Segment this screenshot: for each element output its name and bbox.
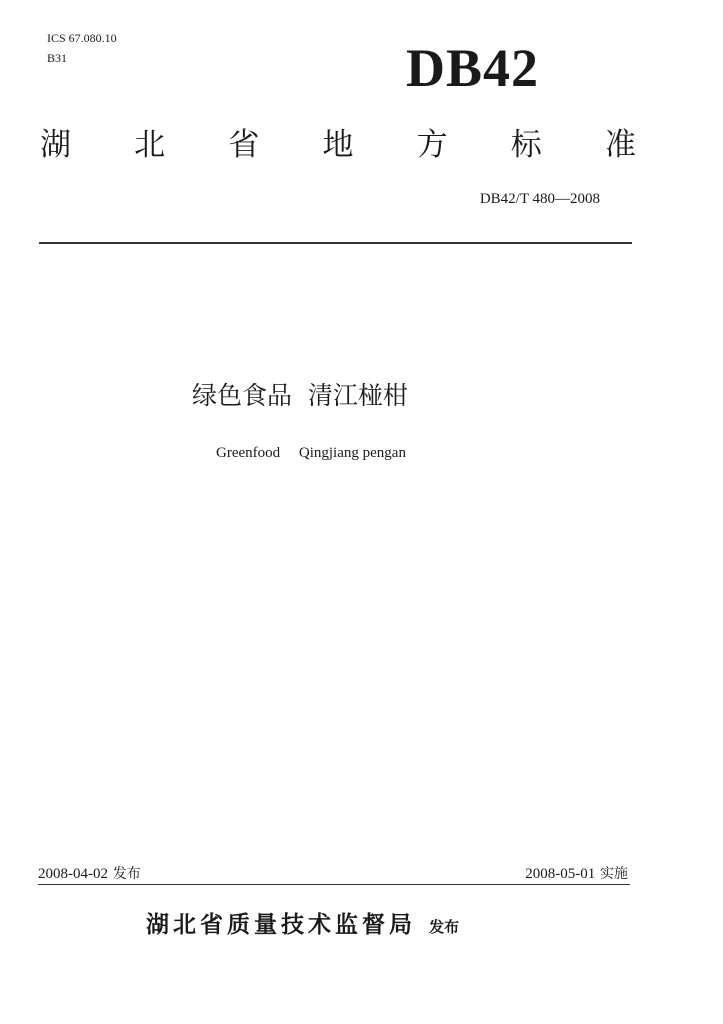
issue-date-value: 2008-04-02 bbox=[38, 866, 108, 882]
issuer-name: 湖北省质量技术监督局 bbox=[146, 912, 416, 938]
document-title-chinese: 绿色食品 清江椪柑 bbox=[192, 381, 408, 410]
standard-type-char: 地 bbox=[322, 127, 354, 163]
ccs-code: B31 bbox=[47, 51, 68, 65]
header-divider bbox=[39, 242, 632, 244]
standard-type-char: 方 bbox=[416, 127, 448, 163]
standard-type-char: 标 bbox=[510, 127, 542, 163]
document-title-english: Greenfood Qingjiang pengan bbox=[216, 445, 406, 461]
standard-type-char: 省 bbox=[228, 127, 260, 163]
standard-number: DB42/T 480—2008 bbox=[479, 191, 600, 207]
effective-date bbox=[525, 863, 628, 884]
standard-type-char: 湖 bbox=[40, 127, 71, 163]
footer-divider bbox=[38, 884, 630, 885]
issuer-line bbox=[146, 910, 459, 942]
standard-type-char: 北 bbox=[134, 127, 166, 163]
standard-type-heading bbox=[40, 126, 636, 164]
issue-date bbox=[38, 863, 141, 884]
standard-code-logo: DB42 bbox=[406, 38, 540, 98]
standard-type-char: 准 bbox=[604, 127, 636, 163]
effective-date-label: 实施 bbox=[600, 866, 628, 882]
ics-code: ICS 67.080.10 bbox=[47, 31, 117, 45]
issue-date-label: 发布 bbox=[112, 866, 141, 882]
effective-date-value: 2008-05-01 bbox=[525, 866, 596, 882]
issuer-suffix: 发布 bbox=[429, 918, 460, 936]
